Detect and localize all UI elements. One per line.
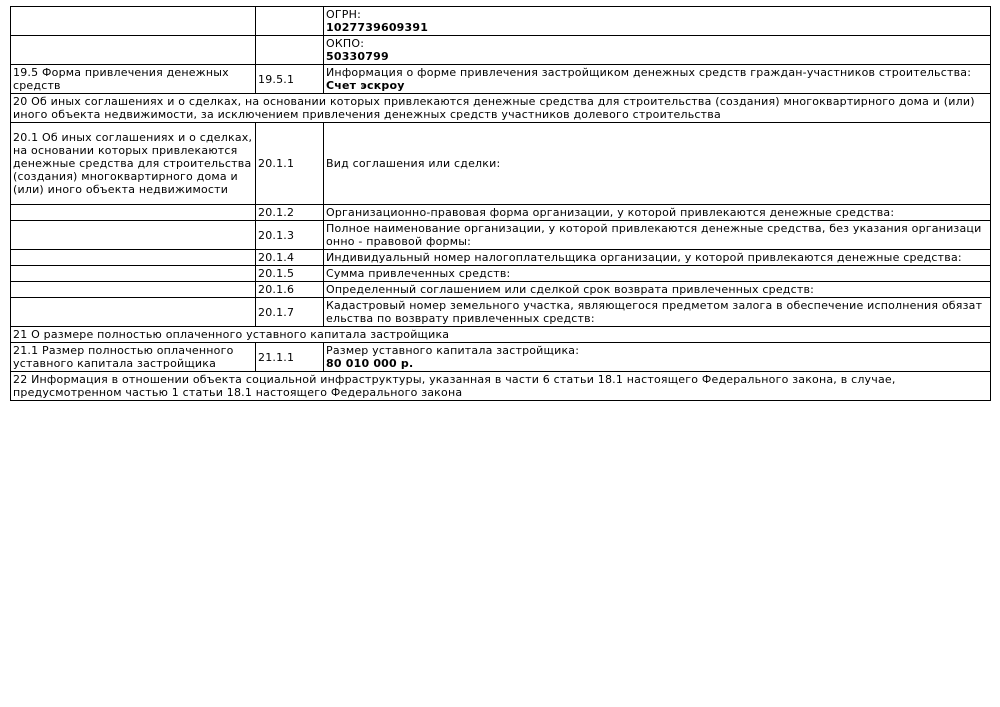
item-code-20-1-4: 20.1.4 bbox=[256, 250, 324, 266]
section-title-19-5: 19.5 Форма привлечения денежных средств bbox=[11, 65, 256, 94]
item-code-20-1-3: 20.1.3 bbox=[256, 221, 324, 250]
table-row-22 bbox=[11, 372, 991, 401]
table-row-20-1-7 bbox=[11, 298, 991, 327]
item-label-20-1-5: Сумма привлеченных средств: bbox=[324, 266, 991, 282]
item-cell-21-1-1 bbox=[324, 343, 991, 372]
item-value-19-5-1: Счет эскроу bbox=[326, 79, 405, 92]
item-label-20-1-2: Организационно-правовая форма организации, у которой привлекаются денежные средства: bbox=[324, 205, 991, 221]
empty-cell bbox=[11, 250, 256, 266]
table-row-21-1 bbox=[11, 343, 991, 372]
empty-cell bbox=[11, 282, 256, 298]
section-heading-21: 21 О размере полностью оплаченного уставного капитала застройщика bbox=[11, 327, 991, 343]
disclosure-table bbox=[10, 6, 991, 401]
table-row-20-1-1 bbox=[11, 123, 991, 205]
empty-cell bbox=[11, 221, 256, 250]
table-row-20-1-4 bbox=[11, 250, 991, 266]
ogrn-value: 1027739609391 bbox=[326, 21, 429, 34]
item-label-21-1-1: Размер уставного капитала застройщика: bbox=[326, 344, 580, 357]
empty-cell bbox=[256, 7, 324, 36]
item-cell-19-5-1 bbox=[324, 65, 991, 94]
section-heading-20: 20 Об иных соглашениях и о сделках, на основании которых привлекаются денежные средства для строительства (создания) многоквартирного дома и (или) иного объекта недвижимости, за исключением привлечения денежных средств участников долевого строительства bbox=[11, 94, 991, 123]
item-code-20-1-7: 20.1.7 bbox=[256, 298, 324, 327]
table-row-21 bbox=[11, 327, 991, 343]
section-title-20-1: 20.1 Об иных соглашениях и о сделках, на основании которых привлекаются денежные средства для строительства (создания) многоквартирного дома и (или) иного объекта недвижимости bbox=[11, 123, 256, 205]
item-code-20-1-5: 20.1.5 bbox=[256, 266, 324, 282]
item-code-20-1-2: 20.1.2 bbox=[256, 205, 324, 221]
item-code-19-5-1: 19.5.1 bbox=[256, 65, 324, 94]
okpo-label: ОКПО: bbox=[326, 37, 365, 50]
table-row-ogrn bbox=[11, 7, 991, 36]
empty-cell bbox=[256, 36, 324, 65]
table-row-20-1-6 bbox=[11, 282, 991, 298]
item-code-20-1-6: 20.1.6 bbox=[256, 282, 324, 298]
empty-cell bbox=[11, 266, 256, 282]
ogrn-cell bbox=[324, 7, 991, 36]
item-label-20-1-3: Полное наименование организации, у которой привлекаются денежные средства, без указания организационно - правовой формы: bbox=[324, 221, 991, 250]
item-label-20-1-4: Индивидуальный номер налогоплательщика организации, у которой привлекаются денежные средства: bbox=[324, 250, 991, 266]
item-label-20-1-1: Вид соглашения или сделки: bbox=[324, 123, 991, 205]
table-row-20-1-3 bbox=[11, 221, 991, 250]
item-value-21-1-1: 80 010 000 р. bbox=[326, 357, 414, 370]
table-row-20 bbox=[11, 94, 991, 123]
item-code-21-1-1: 21.1.1 bbox=[256, 343, 324, 372]
table-row-20-1-5 bbox=[11, 266, 991, 282]
item-code-20-1-1: 20.1.1 bbox=[256, 123, 324, 205]
empty-cell bbox=[11, 36, 256, 65]
item-label-20-1-7: Кадастровый номер земельного участка, являющегося предметом залога в обеспечение исполнения обязательства по возврату привлеченных средств: bbox=[324, 298, 991, 327]
section-title-21-1: 21.1 Размер полностью оплаченного уставного капитала застройщика bbox=[11, 343, 256, 372]
ogrn-label: ОГРН: bbox=[326, 8, 361, 21]
empty-cell bbox=[11, 205, 256, 221]
table-row-20-1-2 bbox=[11, 205, 991, 221]
okpo-cell bbox=[324, 36, 991, 65]
table-row-19-5 bbox=[11, 65, 991, 94]
table-row-okpo bbox=[11, 36, 991, 65]
item-label-19-5-1: Информация о форме привлечения застройщиком денежных средств граждан-участников строительства: bbox=[326, 66, 972, 79]
empty-cell bbox=[11, 7, 256, 36]
empty-cell bbox=[11, 298, 256, 327]
item-label-20-1-6: Определенный соглашением или сделкой срок возврата привлеченных средств: bbox=[324, 282, 991, 298]
okpo-value: 50330799 bbox=[326, 50, 389, 63]
section-heading-22: 22 Информация в отношении объекта социальной инфраструктуры, указанная в части 6 статьи 18.1 настоящего Федерального закона, в случае, предусмотренном частью 1 статьи 18.1 настоящего Федерального закона bbox=[11, 372, 991, 401]
